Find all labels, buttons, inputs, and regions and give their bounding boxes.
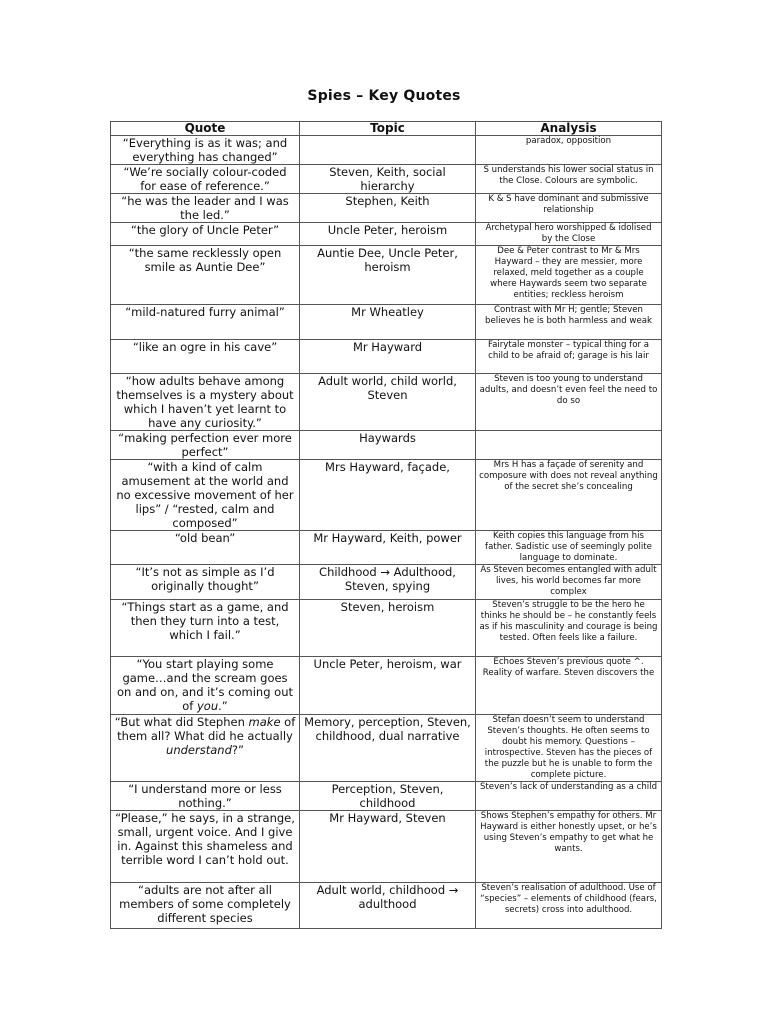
analysis-cell: Stefan doesn’t seem to understand Steven’s thoughts. He often seems to doubt his memory. Questions – introspective. Steven has the pieces of the puzzle but he is unable to form the complete picture. — [476, 715, 662, 782]
quote-cell: “making perfection ever more perfect” — [111, 431, 300, 460]
table-header-row — [111, 122, 662, 136]
table-row — [111, 782, 662, 811]
analysis-cell: Archetypal hero worshipped & idolised by the Close — [476, 223, 662, 246]
analysis-cell: As Steven becomes entangled with adult lives, his world becomes far more complex — [476, 565, 662, 600]
header-topic: Topic — [300, 122, 476, 136]
table-row — [111, 565, 662, 600]
quote-cell: “old bean” — [111, 531, 300, 565]
analysis-cell: paradox, opposition — [476, 136, 662, 165]
analysis-cell: K & S have dominant and submissive relationship — [476, 194, 662, 223]
header-analysis: Analysis — [476, 122, 662, 136]
analysis-cell: Dee & Peter contrast to Mr & Mrs Hayward – they are messier, more relaxed, meld together as a couple where Haywards seem two separate entities; reckless heroism — [476, 246, 662, 305]
table-row — [111, 715, 662, 782]
table-row — [111, 136, 662, 165]
table-row — [111, 431, 662, 460]
topic-cell: Mr Wheatley — [300, 305, 476, 340]
table-row — [111, 223, 662, 246]
topic-cell: Memory, perception, Steven, childhood, dual narrative — [300, 715, 476, 782]
table-row — [111, 600, 662, 657]
table-row — [111, 657, 662, 715]
quote-cell: “the same recklessly open smile as Auntie Dee” — [111, 246, 300, 305]
table-row — [111, 246, 662, 305]
analysis-cell: Echoes Steven’s previous quote ^. Reality of warfare. Steven discovers the — [476, 657, 662, 715]
topic-cell: Perception, Steven, childhood — [300, 782, 476, 811]
table-row — [111, 883, 662, 929]
analysis-cell: Mrs H has a façade of serenity and composure with does not reveal anything of the secret she’s concealing — [476, 460, 662, 531]
topic-cell: Mr Hayward — [300, 340, 476, 374]
quote-cell: “with a kind of calm amusement at the world and no excessive movement of her lips” / “rested, calm and composed” — [111, 460, 300, 531]
analysis-cell: Steven’s lack of understanding as a child — [476, 782, 662, 811]
topic-cell: Steven, heroism — [300, 600, 476, 657]
quote-cell: “he was the leader and I was the led.” — [111, 194, 300, 223]
table-row — [111, 374, 662, 431]
topic-cell: Uncle Peter, heroism, war — [300, 657, 476, 715]
topic-cell: Mrs Hayward, façade, — [300, 460, 476, 531]
quote-cell: “the glory of Uncle Peter” — [111, 223, 300, 246]
quote-cell: “We’re socially colour-coded for ease of reference.” — [111, 165, 300, 194]
quote-cell: “Things start as a game, and then they turn into a test, which I fail.” — [111, 600, 300, 657]
table-row — [111, 811, 662, 883]
analysis-cell: Keith copies this language from his father. Sadistic use of seemingly polite language to dominate. — [476, 531, 662, 565]
topic-cell: Adult world, childhood → adulthood — [300, 883, 476, 929]
table-row — [111, 460, 662, 531]
topic-cell: Uncle Peter, heroism — [300, 223, 476, 246]
topic-cell: Adult world, child world, Steven — [300, 374, 476, 431]
page-title: Spies – Key Quotes — [307, 88, 461, 104]
quote-cell: “It’s not as simple as I’d originally thought” — [111, 565, 300, 600]
quotes-table — [110, 121, 662, 929]
topic-cell: Mr Hayward, Keith, power — [300, 531, 476, 565]
table-row — [111, 531, 662, 565]
topic-cell: Auntie Dee, Uncle Peter, heroism — [300, 246, 476, 305]
topic-cell: Mr Hayward, Steven — [300, 811, 476, 883]
table-row — [111, 165, 662, 194]
quote-cell: “how adults behave among themselves is a mystery about which I haven’t yet learnt to have any curiosity.” — [111, 374, 300, 431]
quote-cell: “But what did Stephen make of them all? What did he actually understand?” — [111, 715, 300, 782]
analysis-cell: S understands his lower social status in the Close. Colours are symbolic. — [476, 165, 662, 194]
analysis-cell: Contrast with Mr H; gentle; Steven believes he is both harmless and weak — [476, 305, 662, 340]
header-quote: Quote — [111, 122, 300, 136]
topic-cell: Haywards — [300, 431, 476, 460]
topic-cell — [300, 136, 476, 165]
quote-cell: “adults are not after all members of some completely different species — [111, 883, 300, 929]
analysis-cell: Steven is too young to understand adults, and doesn’t even feel the need to do so — [476, 374, 662, 431]
topic-cell: Childhood → Adulthood, Steven, spying — [300, 565, 476, 600]
topic-cell: Stephen, Keith — [300, 194, 476, 223]
analysis-cell — [476, 431, 662, 460]
topic-cell: Steven, Keith, social hierarchy — [300, 165, 476, 194]
quote-cell: “I understand more or less nothing.” — [111, 782, 300, 811]
table-row — [111, 305, 662, 340]
analysis-cell: Steven’s struggle to be the hero he thinks he should be – he constantly feels as if his masculinity and courage is being tested. Often feels like a failure. — [476, 600, 662, 657]
table-row — [111, 194, 662, 223]
table-row — [111, 340, 662, 374]
quote-cell: “mild-natured furry animal” — [111, 305, 300, 340]
analysis-cell: Fairytale monster – typical thing for a child to be afraid of; garage is his lair — [476, 340, 662, 374]
analysis-cell: Shows Stephen’s empathy for others. Mr Hayward is either honestly upset, or he’s using Steven’s empathy to get what he wants. — [476, 811, 662, 883]
quote-cell: “Please,” he says, in a strange, small, urgent voice. And I give in. Against this shameless and terrible word I can’t hold out. — [111, 811, 300, 883]
quote-cell: “like an ogre in his cave” — [111, 340, 300, 374]
quote-cell: “Everything is as it was; and everything has changed” — [111, 136, 300, 165]
analysis-cell: Steven’s realisation of adulthood. Use of “species” – elements of childhood (fears, secrets) cross into adulthood. — [476, 883, 662, 929]
quote-cell: “You start playing some game…and the scream goes on and on, and it’s coming out of you.” — [111, 657, 300, 715]
